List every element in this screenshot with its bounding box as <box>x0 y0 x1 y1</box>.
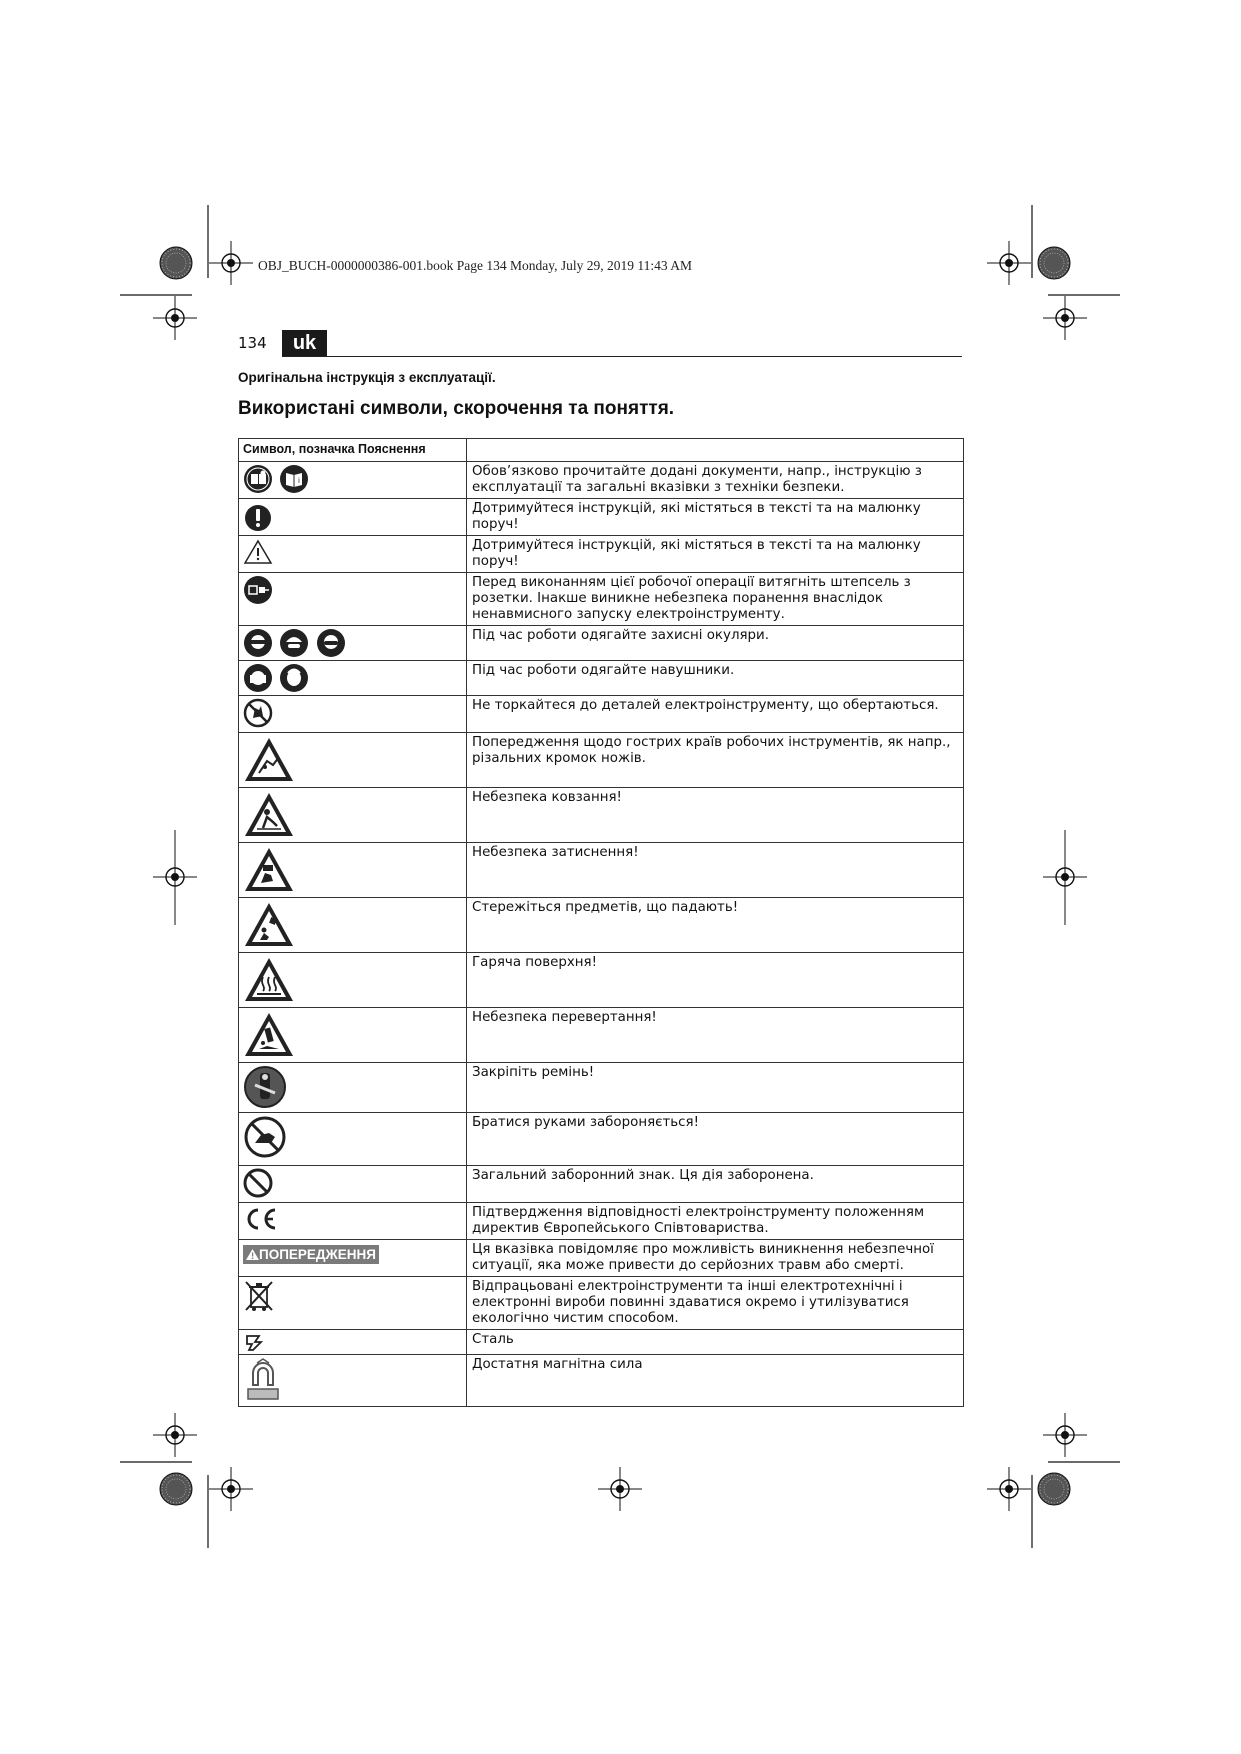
row-text: Стережіться предметів, що падають! <box>467 898 964 953</box>
table-header: Символ, позначка Пояснення <box>239 439 467 462</box>
symbols-table <box>238 438 964 1407</box>
safety-helmet-goggles-icon <box>279 628 309 658</box>
warning-triangle-icon <box>243 538 273 564</box>
row-text: Сталь <box>467 1330 964 1355</box>
row-text: Закріпіть ремінь! <box>467 1063 964 1113</box>
table-header-row <box>239 439 964 462</box>
table-row <box>239 1166 964 1203</box>
table-row <box>239 1330 964 1355</box>
warning-label <box>243 1245 379 1264</box>
row-text: Небезпека перевертання! <box>467 1008 964 1063</box>
row-text: Дотримуйтеся інструкцій, які містяться в тексті та на малюнку поруч! <box>467 536 964 573</box>
table-row <box>239 696 964 733</box>
weee-bin-icon <box>243 1279 275 1315</box>
slip-hazard-icon <box>243 790 295 838</box>
table-row <box>239 1113 964 1166</box>
row-text: Під час роботи одягайте захисні окуляри. <box>467 626 964 661</box>
table-row <box>239 1240 964 1277</box>
page-title: Використані символи, скорочення та поняття. <box>238 398 675 419</box>
steel-icon <box>243 1332 265 1352</box>
warning-triangle-small-icon <box>246 1249 259 1260</box>
row-text: Братися руками забороняється! <box>467 1113 964 1166</box>
table-row <box>239 536 964 573</box>
table-row <box>239 573 964 626</box>
row-text: Загальний заборонний знак. Ця дія заборонена. <box>467 1166 964 1203</box>
falling-objects-icon <box>243 900 295 948</box>
row-text: Дотримуйтеся інструкцій, які містяться в тексті та на малюнку поруч! <box>467 499 964 536</box>
mandatory-instruction-icon <box>243 501 273 532</box>
warning-label-text: ПОПЕРЕДЖЕННЯ <box>259 1247 376 1262</box>
table-row <box>239 1008 964 1063</box>
face-shield-icon <box>243 628 273 658</box>
table-row <box>239 898 964 953</box>
table-row <box>239 1277 964 1330</box>
table-row <box>239 1203 964 1240</box>
table-row <box>239 733 964 788</box>
ear-protection-helmet-icon <box>243 663 273 693</box>
row-text: Небезпека затиснення! <box>467 843 964 898</box>
book-info-line: OBJ_BUCH-0000000386-001.book Page 134 Monday, July 29, 2019 11:43 AM <box>258 258 693 273</box>
header-rule <box>282 356 962 357</box>
row-text: Небезпека ковзання! <box>467 788 964 843</box>
table-row <box>239 1355 964 1407</box>
fasten-belt-icon <box>243 1065 287 1109</box>
row-text: Підтвердження відповідності електроінструменту положенням директив Європейського Співтовариства. <box>467 1203 964 1240</box>
row-text: Під час роботи одягайте навушники. <box>467 661 964 696</box>
row-text: Ця вказівка повідомляє про можливість виникнення небезпечної ситуації, яка може привести до серйозних травм або смерті. <box>467 1240 964 1277</box>
table-row <box>239 1063 964 1113</box>
row-text: Не торкайтеся до деталей електроінструменту, що обертаються. <box>467 696 964 733</box>
table-row <box>239 843 964 898</box>
read-manual-book-icon <box>279 464 309 494</box>
safety-goggles-icon <box>316 628 346 658</box>
crush-hazard-icon <box>243 845 295 893</box>
row-text: Обов’язково прочитайте додані документи, напр., інструкцію з експлуатації та загальні вказівки з техніки безпеки. <box>467 462 964 499</box>
language-badge: uk <box>282 330 327 356</box>
read-manual-mandatory-icon <box>243 464 273 494</box>
prohibition-icon <box>243 1168 273 1198</box>
sharp-edges-warning-icon <box>243 735 295 783</box>
svg-text:i: i <box>298 477 301 485</box>
table-row <box>239 661 964 696</box>
row-text: Достатня магнітна сила <box>467 1355 964 1407</box>
table-row <box>239 626 964 661</box>
page-number: 134 <box>238 334 267 352</box>
table-row <box>239 953 964 1008</box>
section-subtitle: Оригінальна інструкція з експлуатації. <box>238 370 496 385</box>
row-text: Гаряча поверхня! <box>467 953 964 1008</box>
tipping-hazard-icon <box>243 1010 295 1058</box>
ce-mark-icon <box>243 1205 279 1233</box>
magnet-force-icon <box>243 1357 283 1403</box>
row-text: Попередження щодо гострих країв робочих інструментів, як напр., різальних кромок ножів. <box>467 733 964 788</box>
unplug-icon <box>243 575 273 605</box>
ear-protection-icon <box>279 663 309 693</box>
row-text: Відпрацьовані електроінструменти та інші електротехнічні і електронні вироби повинні здаватися окремо і утилізуватися екологічно чистим способом. <box>467 1277 964 1330</box>
no-touch-rotating-icon <box>243 698 273 728</box>
table-row <box>239 499 964 536</box>
hot-surface-icon <box>243 955 295 1003</box>
table-row <box>239 788 964 843</box>
row-text: Перед виконанням цієї робочої операції витягніть штепсель з розетки. Інакше виникне небезпека поранення внаслідок ненавмисного запуску електроінструменту. <box>467 573 964 626</box>
table-row <box>239 462 964 499</box>
no-hands-icon <box>243 1115 287 1159</box>
